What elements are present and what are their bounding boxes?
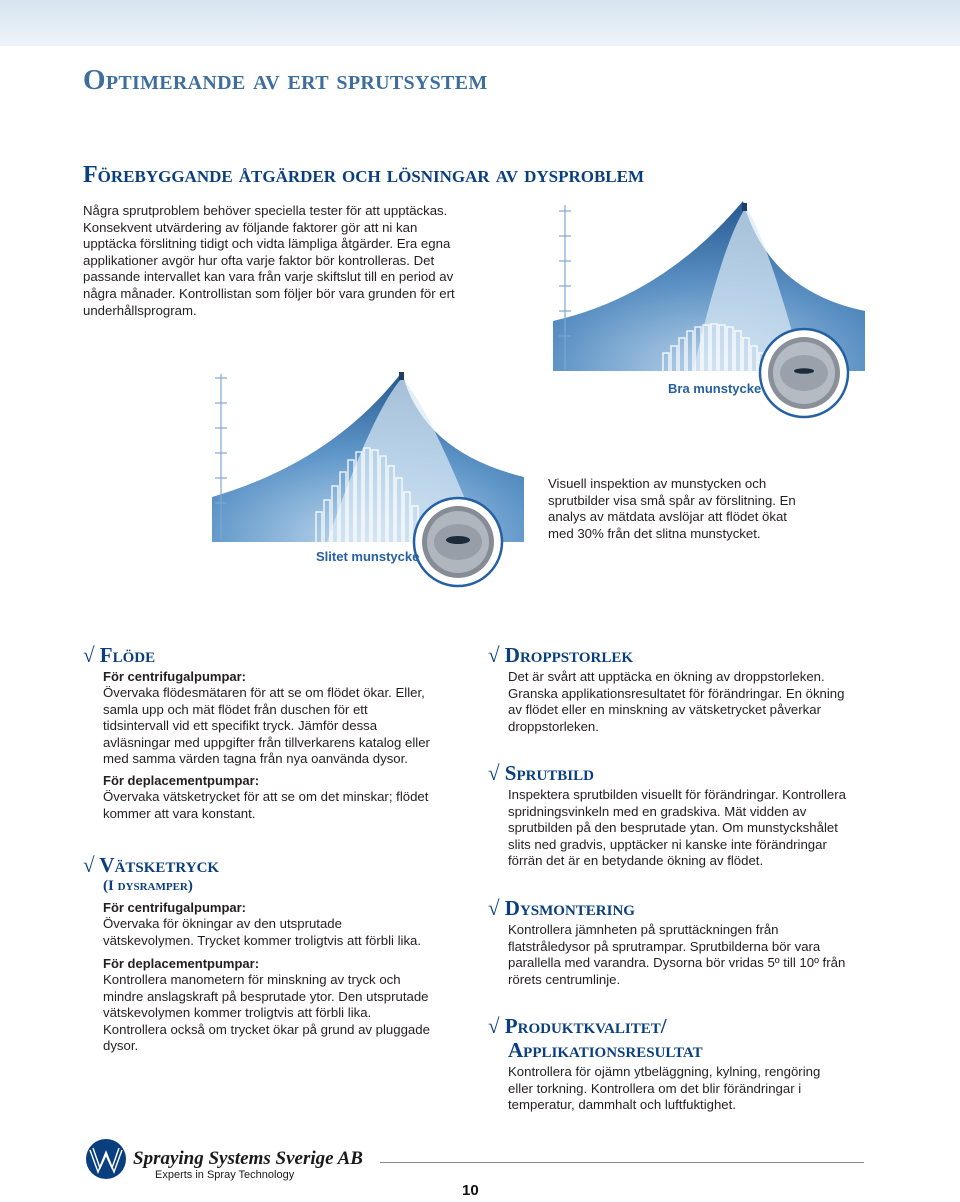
- check-icon: √: [488, 761, 500, 785]
- intro-paragraph: Några sprutproblem behöver speciella tester för att upptäckas. Konsekvent utvärdering av följande faktorer gör att ni kan upptäcka förslitning tidigt och vidta lämpliga åtgärder. Era egna applikationer avgör hur ofta varje faktor bör kontrolleras. Det passande intervallet kan vara från varje skiftslut till en period av några månader. Kontrollistan som följer bör vara grunden för ert underhållsprogram.: [83, 203, 455, 318]
- flow-displacement-label: För deplacementpumpar:: [103, 773, 260, 788]
- flow-centrifugal-text: Övervaka flödesmätaren för att se om flödet ökar. Eller, samla upp och mät flödet från duschen för ett tidsintervall vid ett specifikt tryck. Jämför dessa avläsningar med uppgifter från tillverkarens katalog eller med samma värden tagna från nya oanvända dysor.: [103, 685, 430, 767]
- flow-centrifugal-label: För centrifugalpumpar:: [103, 669, 247, 684]
- pressure-displacement-text: Kontrollera manometern för minskning av tryck och mindre anslagskraft på besprutade ytor. Den utsprutade vätskevolymen kommer troligtvis att förbli lika. Kontrollera också om trycket ökar på grund av pluggade dysor.: [103, 972, 430, 1054]
- flow-heading: [83, 643, 155, 667]
- droplet-heading: [488, 643, 633, 667]
- worn-nozzle-closeup: [412, 496, 504, 588]
- page-number: 10: [462, 1182, 479, 1199]
- mounting-heading: [488, 896, 635, 920]
- droplet-text: Det är svårt att upptäcka en ökning av droppstorleken. Granska applikationsresultatet för förändringar. En ökning av flödet eller en minskning av vätsketrycket påverkar droppstorleken.: [508, 669, 845, 734]
- quality-text: Kontrollera för ojämn ytbeläggning, kylning, rengöring eller torkning. Kontrollera om det blir förändringar i temperatur, dammhalt och luftfuktighet.: [508, 1064, 821, 1113]
- footer-divider: [380, 1162, 864, 1163]
- figure-caption: Visuell inspektion av munstycken och sprutbilder visa små spår av förslitning. En analys av mätdata avslöjar att flödet ökat med 30% från det slitna munstycket.: [548, 476, 796, 541]
- mounting-text: Kontrollera jämnheten på spruttäckningen från flatstråledysor på sprutrampar. Sprutbilderna bör vara parallella med varandra. Dysorna bör vridas 5º till 10º från rörets centrumlinje.: [508, 922, 846, 987]
- mounting-title: Dysmontering: [504, 896, 635, 920]
- quality-title-line1: Produktkvalitet/: [504, 1014, 667, 1038]
- pressure-centrifugal-text: Övervaka för ökningar av den utsprutade vätskevolymen. Trycket kommer troligtvis att förbli lika.: [103, 916, 422, 948]
- check-icon: √: [488, 643, 500, 667]
- check-icon: √: [83, 643, 95, 667]
- quality-title-line2: Applikationsresultat: [508, 1038, 703, 1062]
- flow-title: Flöde: [99, 643, 156, 667]
- pattern-text: Inspektera sprutbilden visuellt för förändringar. Kontrollera spridningsvinkeln med en gradskiva. Mät vidden av sprutbilden på den besprutade ytan. Om munstyckshålet slits ned gradvis, upptäcker ni kanske inte förändringar förrän det är en betydande ökning av flödet.: [508, 787, 846, 869]
- pressure-displacement-label: För deplacementpumpar:: [103, 956, 260, 971]
- pressure-title: Vätsketryck: [99, 853, 220, 877]
- check-icon: √: [83, 853, 95, 877]
- good-nozzle-closeup: [758, 327, 850, 419]
- company-name: Spraying Systems Sverige AB: [133, 1148, 363, 1169]
- pressure-centrifugal-label: För centrifugalpumpar:: [103, 900, 247, 915]
- flow-displacement-text: Övervaka vätsketrycket för att se om det minskar; flödet kommer att vara konstant.: [103, 789, 429, 821]
- pattern-heading: [488, 761, 594, 785]
- pressure-heading: [83, 853, 219, 877]
- worn-nozzle-label: Slitet munstycke: [316, 549, 420, 564]
- check-icon: √: [488, 896, 500, 920]
- check-icon: √: [488, 1014, 500, 1038]
- page-title: Optimerande av ert sprutsystem: [83, 64, 488, 96]
- droplet-title: Droppstorlek: [504, 643, 634, 667]
- quality-heading: [488, 1014, 667, 1038]
- pattern-title: Sprutbild: [504, 761, 594, 785]
- section-heading: Förebyggande åtgärder och lösningar av dysproblem: [83, 162, 645, 188]
- good-nozzle-label: Bra munstycke: [668, 381, 762, 396]
- pressure-subtitle: (I dysramper): [103, 878, 193, 894]
- company-tagline: Experts in Spray Technology: [155, 1169, 295, 1181]
- company-logo: [84, 1138, 128, 1180]
- top-band: [0, 0, 960, 46]
